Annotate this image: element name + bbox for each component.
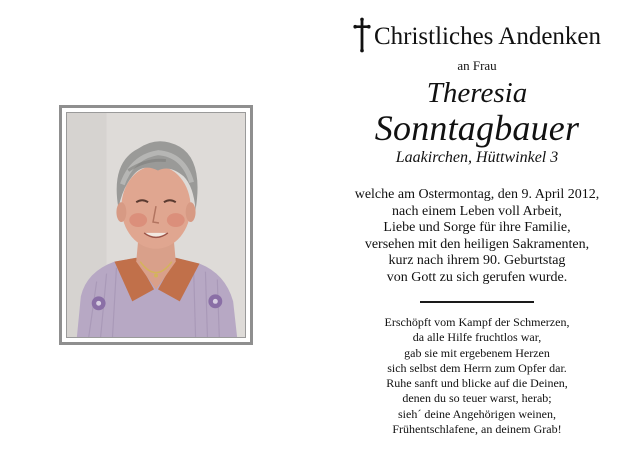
address: Laakirchen, Hüttwinkel 3	[395, 149, 559, 166]
memorial-poem	[332, 315, 622, 437]
poem-line: da alle Hilfe fruchtlos war,	[412, 330, 542, 345]
portrait-illustration	[67, 113, 245, 337]
death-notice	[332, 187, 622, 286]
poem-line: gab sie mit ergebenem Herzen	[404, 345, 550, 360]
poem-line: sich selbst dem Herrn zum Opfer dar.	[387, 360, 567, 375]
text-column	[332, 16, 622, 437]
divider	[420, 301, 534, 303]
salutation: an Frau	[457, 58, 497, 73]
poem-line: sieh´ deine Angehörigen weinen,	[398, 406, 556, 421]
portrait-photo	[66, 112, 246, 338]
portrait-mat	[62, 108, 250, 342]
portrait-frame	[59, 105, 253, 345]
poem-line: Ruhe sanft und blicke auf die Deinen,	[386, 376, 568, 391]
notice-line: kurz nach ihrem 90. Geburtstag	[388, 253, 566, 268]
heading: Christliches Andenken	[373, 23, 602, 50]
heading-row	[332, 16, 622, 58]
latin-cross-icon	[353, 17, 371, 53]
poem-line: Erschöpft vom Kampf der Schmerzen,	[384, 315, 570, 329]
first-name: Theresia	[426, 77, 528, 109]
poem-line: Frühentschlafene, an deinem Grab!	[392, 422, 562, 437]
notice-line: Liebe und Sorge für ihre Familie,	[383, 220, 571, 235]
notice-line: von Gott zu sich gerufen wurde.	[386, 269, 568, 285]
notice-line: versehen mit den heiligen Sakramenten,	[364, 236, 590, 252]
notice-line: welche am Ostermontag, den 9. April 2012,	[354, 187, 600, 202]
poem-line: denen du so teuer warst, herab;	[402, 391, 552, 406]
last-name: Sonntagbauer	[374, 108, 580, 148]
notice-line: nach einem Leben voll Arbeit,	[392, 203, 562, 219]
